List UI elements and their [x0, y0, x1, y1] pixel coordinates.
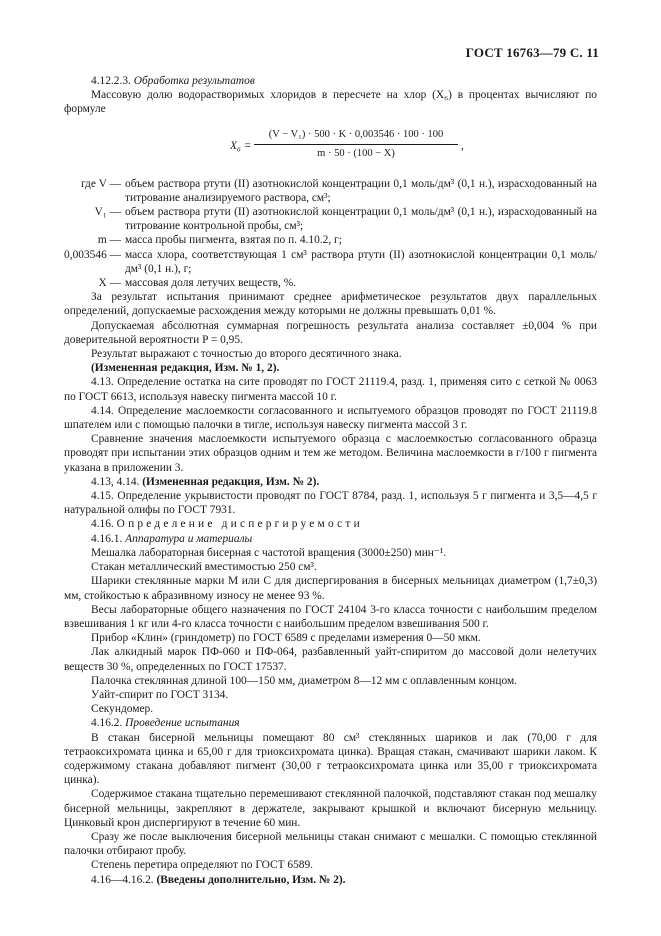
paragraph: 4.15. Определение укрывистости проводят по ГОСТ 8784, разд. 1, используя 5 г пигмента и 3,5—4,5 г натуральной олифы по ГОСТ 7931.: [64, 490, 597, 517]
paragraph: Допускаемая абсолютная суммарная погрешность результата анализа составляет ±0,004 % при доверительной вероятности P = 0,95.: [64, 319, 597, 346]
section-heading-4-12-2-3: [64, 74, 597, 88]
page-content: [64, 74, 597, 887]
amendment-text: (Измененная редакция, Изм. № 2).: [142, 475, 320, 488]
definition-item: [64, 177, 597, 205]
definition-text: объем раствора ртути (II) азотнокислой концентрации 0,1 моль/дм³ (0,1 н.), израсходованный на титрование контрольной пробы, см³;: [125, 206, 597, 233]
fraction-bar: [254, 144, 458, 145]
paragraph: Весы лабораторные общего назначения по ГОСТ 24104 3-го класса точности с наибольшим пределом взвешивания 1 кг или 4-го класса точности с наибольшим пределом взвешивания 500 г.: [64, 603, 597, 630]
formula-intro: Массовую долю водорастворимых хлоридов в пересчете на хлор (X₆) в процентах вычисляют по формуле: [64, 89, 597, 116]
paragraph: Стакан металлический вместимостью 250 см³.: [91, 561, 317, 574]
paragraph: Степень перетира определяют по ГОСТ 6589.: [91, 859, 314, 872]
definition-label: 0,003546 —: [64, 248, 121, 261]
amendment-note: (Измененная редакция, Изм. № 1, 2).: [91, 362, 280, 375]
definitions-list: [64, 177, 597, 291]
paragraph: Лак алкидный марок ПФ-060 и ПФ-064, разбавленный уайт-спиритом до массовой доли нелетучих веществ 30 %, определенных по ГОСТ 17537.: [64, 646, 597, 673]
page-header: ГОСТ 16763—79 С. 11: [465, 45, 599, 60]
formula-numerator: (V − V₁) · 500 · K · 0,003546 · 100 · 100: [268, 128, 444, 140]
paragraph: Палочка стеклянная длиной 100—150 мм, диаметром 8—12 мм с оплавленным концом.: [91, 674, 517, 687]
definition-text: массовая доля летучих веществ, %.: [125, 277, 297, 290]
paragraph: Шарики стеклянные марки М или С для диспергирования в бисерных мельницах диаметром (1,7±0,3) мм, стойкостью к абразивному износу не менее 93 %.: [64, 575, 597, 602]
formula-comma: ,: [461, 139, 464, 152]
section-heading-4-16-2: [64, 716, 597, 730]
paragraph: Мешалка лабораторная бисерная с частотой вращения (3000±250) мин⁻¹.: [91, 546, 447, 559]
definition-text: объем раствора ртути (II) азотнокислой концентрации 0,1 моль/дм³ (0,1 н.), израсходованный на титрование анализируемого раствора, см³;: [125, 177, 597, 204]
paragraph: Сразу же после выключения бисерной мельницы стакан снимают с мешалки. С помощью стеклянной палочки отбирают пробу.: [64, 830, 597, 858]
definition-item: [64, 276, 597, 290]
section-number: 4.13, 4.14.: [91, 475, 143, 488]
section-heading-4-16: [64, 517, 597, 531]
formula-lhs: X₆ =: [230, 139, 252, 152]
definition-label: где V —: [80, 177, 121, 190]
definition-item: [64, 205, 597, 233]
paragraph: В стакан бисерной мельницы помещают 80 см³ стеклянных шариков и лак (70,00 г для тетраоксихромата цинка и 65,00 г для триоксихромата цинка). Вращая стакан, смачивают шарики лаком. К содержимому стакана добавляют пигмент (30,00 г тетраоксихромата цинка или 35,00 г триоксихромата цинка).: [64, 731, 597, 787]
definition-item: [64, 248, 597, 276]
definition-label: V₁ —: [94, 206, 121, 219]
formula-denominator: m · 50 · (100 − X): [317, 147, 395, 159]
section-number: 4.16—4.16.2.: [91, 873, 157, 886]
amendment-note: [64, 475, 597, 489]
definition-text: масса хлора, соответствующая 1 см³ раствора ртути (II) азотнокислой концентрации 0,1 моль/дм³ (0,1 н.), г;: [125, 248, 597, 275]
formula: [64, 123, 597, 173]
definition-item: [64, 233, 597, 247]
amendment-note: [64, 873, 597, 887]
definition-label: X —: [98, 277, 121, 290]
section-title: Обработка результатов: [133, 75, 255, 87]
amendment-text: (Введены дополнительно, Изм. № 2).: [156, 873, 346, 886]
paragraph: Секундомер.: [91, 703, 154, 716]
section-number: 4.12.2.3.: [91, 75, 134, 87]
paragraph: Содержимое стакана тщательно перемешивают стеклянной палочкой, подставляют стакан под мешалку бисерной мельницы, закрепляют в держателе, закрывают крышкой и включают бисерную мельницу. Цинковый крон диспергируют в течение 60 мин.: [64, 788, 597, 829]
paragraph: Прибор «Клин» (гриндометр) по ГОСТ 6589 с пределами измерения 0—50 мкм.: [91, 632, 481, 645]
section-title: Проведение испытания: [125, 717, 240, 730]
paragraph: 4.13. Определение остатка на сите проводят по ГОСТ 21119.4, разд. 1, применяя сито с сеткой № 0063 по ГОСТ 6613, используя навеску пигмента массой 10 г.: [64, 376, 597, 403]
paragraph: 4.14. Определение маслоемкости согласованного и испытуемого образцов проводят по ГОСТ 21119.8 шпателем или с помощью палочки в тигле, используя навеску пигмента массой 3 г.: [64, 404, 597, 432]
section-heading-4-16-1: [64, 532, 597, 546]
paragraph: За результат испытания принимают среднее арифметическое результатов двух параллельных определений, допускаемые расхождения между которыми не должны превышать 0,01 %.: [64, 291, 597, 318]
definition-text: масса пробы пигмента, взятая по п. 4.10.2, г;: [125, 234, 342, 247]
paragraph: Уайт-спирит по ГОСТ 3134.: [91, 688, 229, 701]
paragraph: Результат выражают с точностью до второго десятичного знака.: [91, 348, 402, 361]
paragraph: Сравнение значения маслоемкости испытуемого образца с маслоемкостью согласованного образца проводят при испытании этих образцов одним и тем же методом. Величина маслоемкости в г/100 г пигмента указана в приложении 3.: [64, 433, 597, 474]
section-title: Аппаратура и материалы: [125, 532, 253, 545]
definition-label: m —: [97, 234, 121, 247]
section-number: 4.16.1.: [91, 532, 126, 545]
section-number: 4.16.: [91, 518, 117, 531]
section-number: 4.16.2.: [91, 717, 126, 730]
section-title: Определение диспергируемости: [116, 518, 363, 531]
